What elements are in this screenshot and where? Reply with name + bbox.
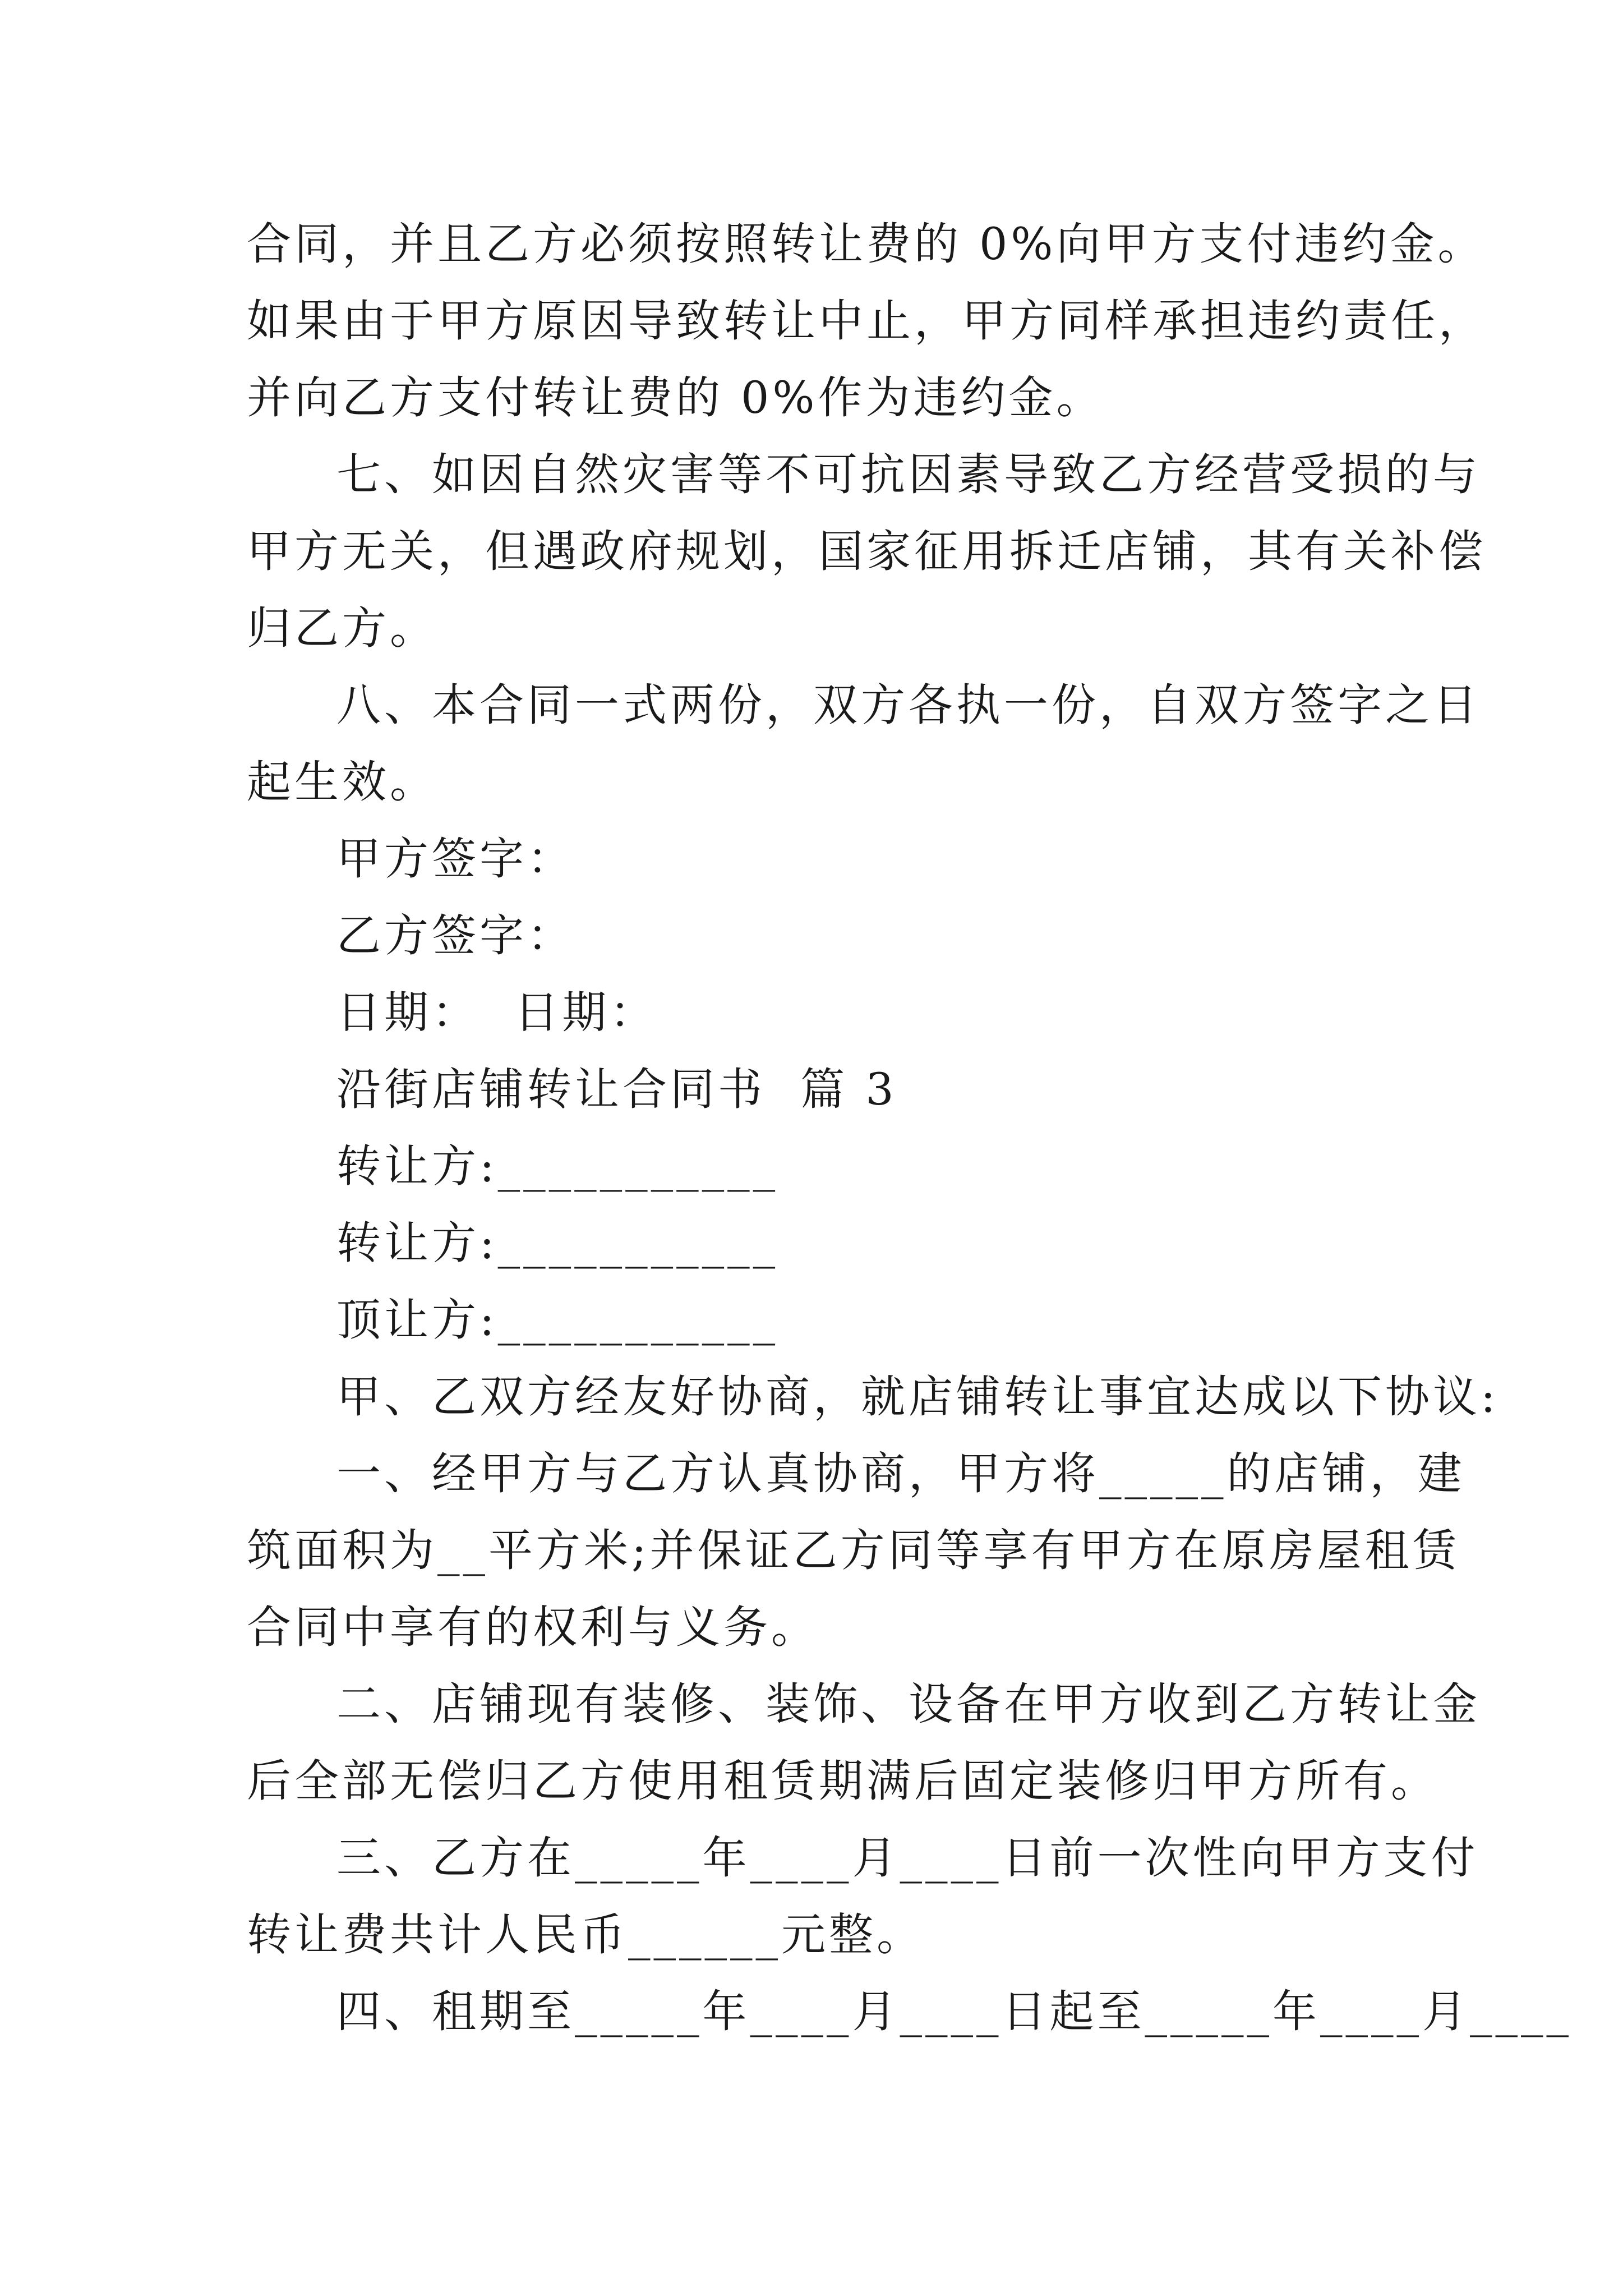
text-line: 归乙方。 [247, 602, 437, 654]
text-line: 一、经甲方与乙方认真协商，甲方将_____的店铺，建 [336, 1448, 1465, 1499]
text-line: 转让费共计人民币______元整。 [247, 1909, 924, 1961]
text-line: 四、租期至_____年____月____日起至_____年____月____ [336, 1986, 1572, 2037]
text-line: 筑面积为__平方米;并保证乙方同等享有甲方在原房屋租赁 [247, 1525, 1460, 1576]
text-line: 二、店铺现有装修、装饰、设备在甲方收到乙方转让金 [336, 1678, 1481, 1730]
text-line: 三、乙方在_____年____月____日前一次性向甲方支付 [336, 1832, 1479, 1884]
text-line: 起生效。 [247, 756, 437, 808]
text-line: 七、如因自然灾害等不可抗因素导致乙方经营受损的与 [336, 449, 1481, 500]
transferor-field: 转让方:___________ [336, 1217, 779, 1269]
text-line: 甲方无关，但遇政府规划，国家征用拆迁店铺，其有关补偿 [247, 526, 1486, 577]
text-line: 并向乙方支付转让费的 0%作为违约金。 [247, 372, 1104, 424]
text-line: 合同中享有的权利与义务。 [247, 1602, 819, 1653]
text-line: 八、本合同一式两份，双方各执一份，自双方签字之日 [336, 679, 1481, 731]
date-labels: 日期： 日期： [336, 987, 658, 1038]
transferee-field: 顶让方:___________ [336, 1294, 779, 1346]
signature-label-party-b: 乙方签字： [336, 910, 575, 961]
text-line: 甲、乙双方经友好协商，就店铺转让事宜达成以下协议: [336, 1371, 1499, 1423]
transferor-field: 转让方:___________ [336, 1140, 779, 1192]
text-line: 后全部无偿归乙方使用租赁期满后固定装修归甲方所有。 [247, 1755, 1438, 1807]
text-line: 如果由于甲方原因导致转让中止，甲方同样承担违约责任， [247, 295, 1486, 347]
text-line: 合同，并且乙方必须按照转让费的 0%向甲方支付违约金。 [247, 218, 1486, 270]
signature-label-party-a: 甲方签字： [336, 833, 575, 885]
section-heading: 沿街店铺转让合同书 篇 3 [336, 1064, 897, 1115]
